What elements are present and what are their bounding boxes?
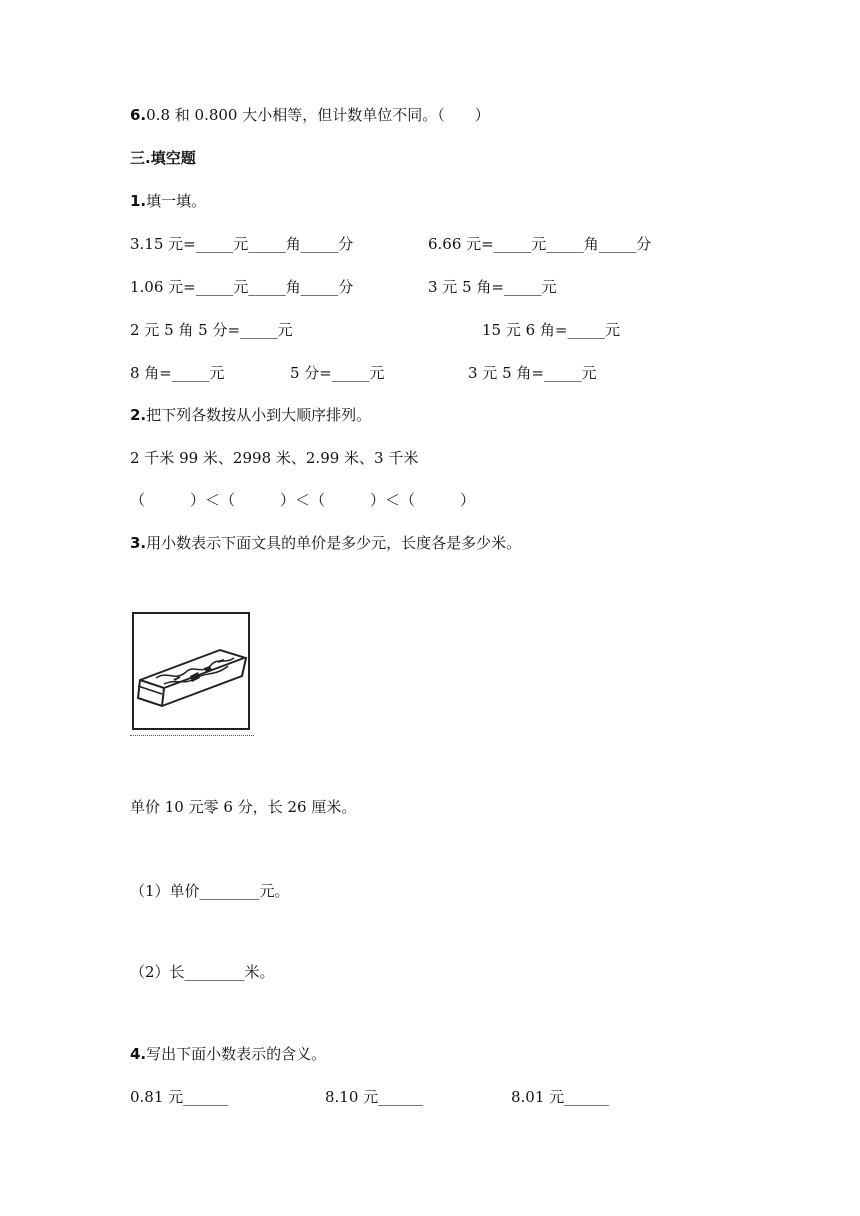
pencil-case-figure xyxy=(130,612,254,738)
question-number: 2. xyxy=(130,406,147,424)
section-title: 三.填空题 xyxy=(130,149,196,167)
question-number: 1. xyxy=(130,192,147,210)
fill-item: 3.15 元=_____元_____角_____分 xyxy=(130,235,354,253)
fill-item: 5 分=_____元 xyxy=(290,364,385,382)
figure-underline xyxy=(130,735,254,736)
question-2 xyxy=(130,405,371,425)
question-text: 0.8 和 0.800 大小相等，但计数单位不同。（ ） xyxy=(146,106,490,124)
fill-item: 1.06 元=_____元_____角_____分 xyxy=(130,278,354,296)
question-number: 6. xyxy=(130,106,147,124)
question-text: 把下列各数按从小到大顺序排列。 xyxy=(146,406,372,424)
figure-frame xyxy=(132,612,250,730)
question-6 xyxy=(130,105,490,125)
fill-item: 8 角=_____元 xyxy=(130,364,225,382)
question-number: 3. xyxy=(130,534,147,552)
question-1 xyxy=(130,191,206,211)
fill-item: 8.10 元______ xyxy=(325,1088,424,1106)
fill-item: 8.01 元______ xyxy=(511,1088,610,1106)
ordering-blanks: （ ）＜（ ）＜（ ）＜（ ） xyxy=(130,491,476,509)
question-3 xyxy=(130,533,521,553)
sub-question-1: （1）单价________元。 xyxy=(130,882,290,900)
sub-question-2: （2）长________米。 xyxy=(130,963,275,981)
pencil-case-icon xyxy=(134,614,248,728)
item-info: 单价 10 元零 6 分，长 26 厘米。 xyxy=(130,798,357,816)
fill-item: 3 元 5 角=_____元 xyxy=(428,278,557,296)
question-text: 用小数表示下面文具的单价是多少元，长度各是多少米。 xyxy=(146,534,522,552)
fill-item: 3 元 5 角=_____元 xyxy=(468,364,597,382)
question-number: 4. xyxy=(130,1045,147,1063)
fill-item: 2 元 5 角 5 分=_____元 xyxy=(130,321,293,339)
question-4 xyxy=(130,1044,326,1064)
fill-item: 0.81 元______ xyxy=(130,1088,229,1106)
question-text: 填一填。 xyxy=(146,192,207,210)
fill-item: 15 元 6 角=_____元 xyxy=(482,321,621,339)
question-text: 写出下面小数表示的含义。 xyxy=(146,1045,327,1063)
ordering-items: 2 千米 99 米、2998 米、2.99 米、3 千米 xyxy=(130,449,419,467)
fill-item: 6.66 元=_____元_____角_____分 xyxy=(428,235,652,253)
